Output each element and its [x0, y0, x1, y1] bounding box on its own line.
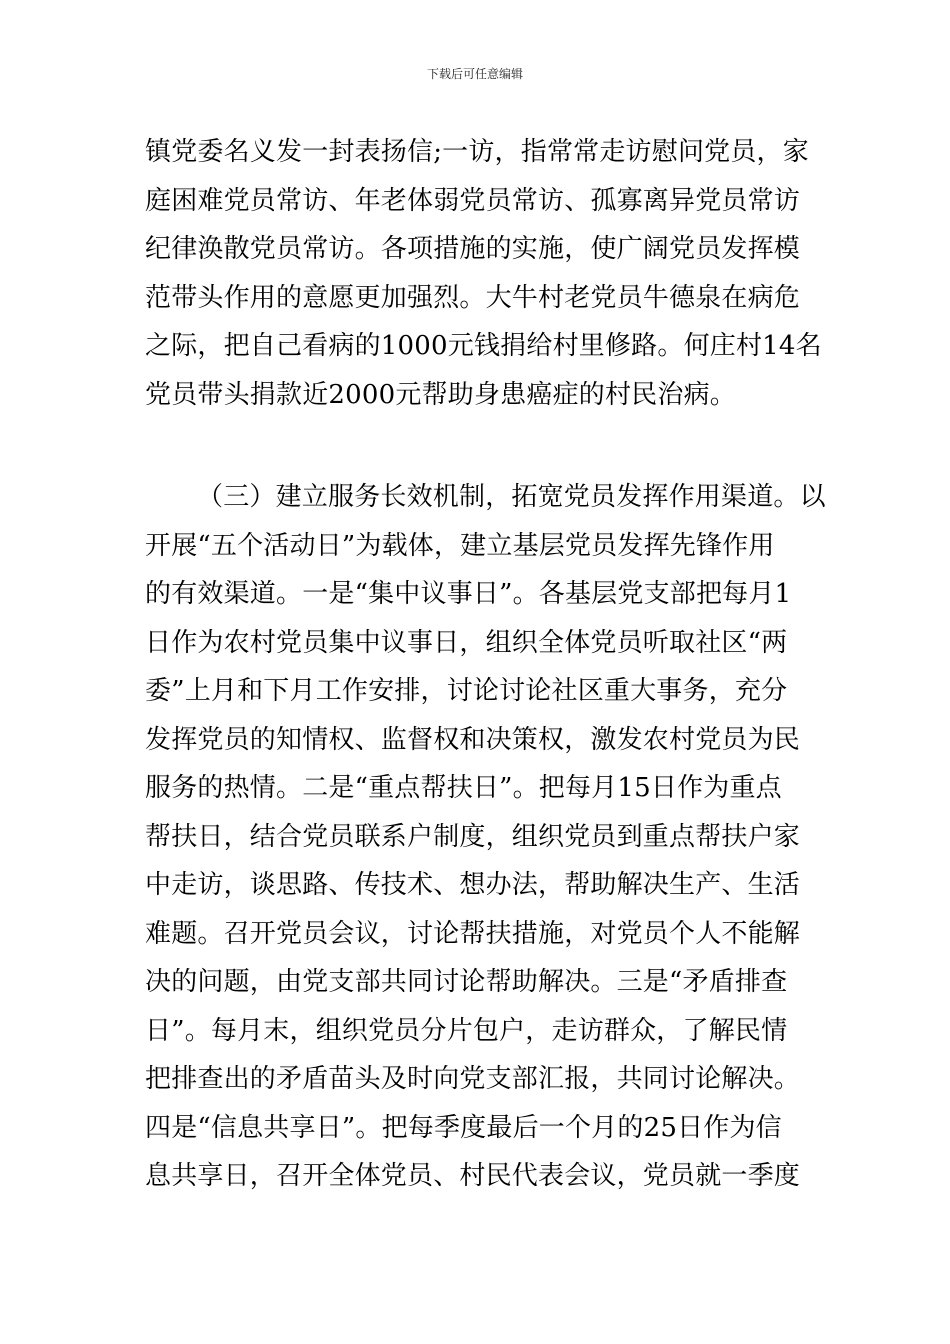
text-line: 开展“五个活动日”为载体，建立基层党员发挥先锋作用 [145, 530, 775, 561]
text-line: 党员带头捐款近2000元帮助身患癌症的村民治病。 [145, 379, 736, 410]
text-line: 中走访，谈思路、传技术、想办法，帮助解决生产、生活 [145, 870, 801, 900]
text-line: 难题。召开党员会议，讨论帮扶措施，对党员个人不能解 [145, 918, 801, 949]
text-line: 的有效渠道。一是“集中议事日”。各基层党支部把每月1 [145, 579, 792, 609]
text-line: 把排查出的矛盾苗头及时向党支部汇报，共同讨论解决。 [145, 1064, 801, 1094]
text-line: （三）建立服务长效机制，拓宽党员发挥作用渠道。以 [197, 482, 826, 512]
text-line: 纪律涣散党员常访。各项措施的实施，使广阔党员发挥模 [145, 234, 801, 264]
text-line: 四是“信息共享日”。把每季度最后一个月的25日作为信 [145, 1112, 782, 1143]
text-line: 之际，把自己看病的1000元钱捐给村里修路。何庄村14名 [145, 331, 822, 361]
text-line: 服务的热情。二是“重点帮扶日”。把每月15日作为重点 [145, 773, 782, 803]
paragraph-2 [145, 473, 826, 1201]
paragraph-1 [145, 128, 822, 419]
text-line: 镇党委名义发一封表扬信;一访，指常常走访慰问党员，家 [145, 137, 809, 167]
text-line: 决的问题，由党支部共同讨论帮助解决。三是“矛盾排查 [145, 967, 788, 997]
text-line: 息共享日，召开全体党员、村民代表会议，党员就一季度 [145, 1161, 801, 1191]
text-line: 发挥党员的知情权、监督权和决策权，激发农村党员为民 [145, 724, 801, 755]
text-line: 范带头作用的意愿更加强烈。大牛村老党员牛德泉在病危 [145, 282, 801, 313]
text-line: 日”。每月末，组织党员分片包户，走访群众，了解民情 [145, 1015, 788, 1046]
text-line: 庭困难党员常访、年老体弱党员常访、孤寡离异党员常访 [145, 185, 801, 216]
text-line: 日作为农村党员集中议事日，组织全体党员听取社区“两 [145, 627, 788, 658]
page-header-note: 下载后可任意编辑 [426, 67, 523, 81]
text-line: 委”上月和下月工作安排，讨论讨论社区重大事务，充分 [145, 676, 788, 706]
text-line: 帮扶日，结合党员联系户制度，组织党员到重点帮扶户家 [145, 821, 801, 852]
